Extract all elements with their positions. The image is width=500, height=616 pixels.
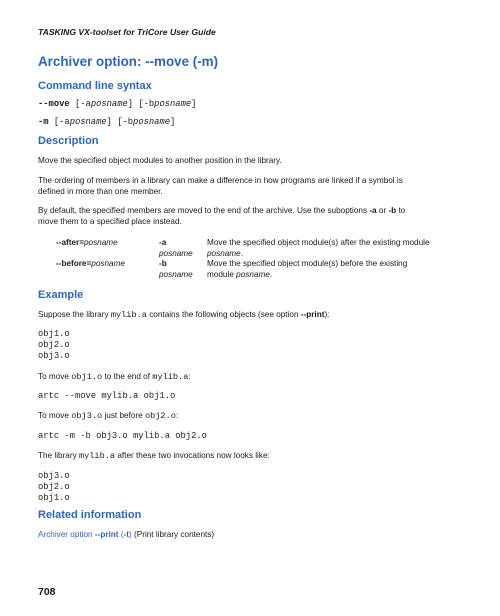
description-para-2-line-2: defined in more than one member. bbox=[38, 187, 163, 196]
object-list-before: obj1.o obj2.o obj3.o bbox=[38, 329, 70, 361]
syntax-line-2: -m [-aposname] [-bposname] bbox=[38, 117, 176, 127]
related-info-line: Archiver option --print (-t) (Print library contents) bbox=[38, 530, 215, 539]
command-2: artc -m -b obj3.o mylib.a obj2.o bbox=[38, 431, 207, 441]
description-para-1: Move the specified object modules to another position in the library. bbox=[38, 156, 282, 165]
running-header: TASKING VX-toolset for TriCore User Guide bbox=[38, 27, 216, 37]
description-heading: Description bbox=[38, 135, 99, 147]
example-move-2: To move obj3.o just before obj2.o: bbox=[38, 411, 179, 421]
command-1: artc --move mylib.a obj1.o bbox=[38, 391, 176, 401]
example-heading: Example bbox=[38, 289, 84, 301]
example-move-1: To move obj1.o to the end of mylib.a: bbox=[38, 372, 191, 382]
print-option-link[interactable]: Archiver option --print (-t) bbox=[38, 530, 132, 539]
related-heading: Related information bbox=[38, 509, 142, 521]
example-after: The library mylib.a after these two invocations now looks like: bbox=[38, 451, 270, 461]
syntax-heading: Command line syntax bbox=[38, 80, 152, 92]
object-list-after: obj3.o obj2.o obj1.o bbox=[38, 471, 70, 503]
page-title: Archiver option: --move (-m) bbox=[38, 54, 219, 69]
description-para-3-line-2: move them to a specified place instead. bbox=[38, 217, 182, 226]
example-intro: Suppose the library mylib.a contains the following objects (see option --print): bbox=[38, 310, 330, 320]
syntax-line-1: --move [-aposname] [-bposname] bbox=[38, 99, 197, 109]
description-para-2-line-1: The ordering of members in a library can make a difference in how programs are linked if a symbol is bbox=[38, 176, 403, 185]
description-para-3-line-1: By default, the specified members are moved to the end of the archive. Use the suboptions -a or -b to bbox=[38, 206, 406, 215]
page-number: 708 bbox=[38, 586, 56, 598]
